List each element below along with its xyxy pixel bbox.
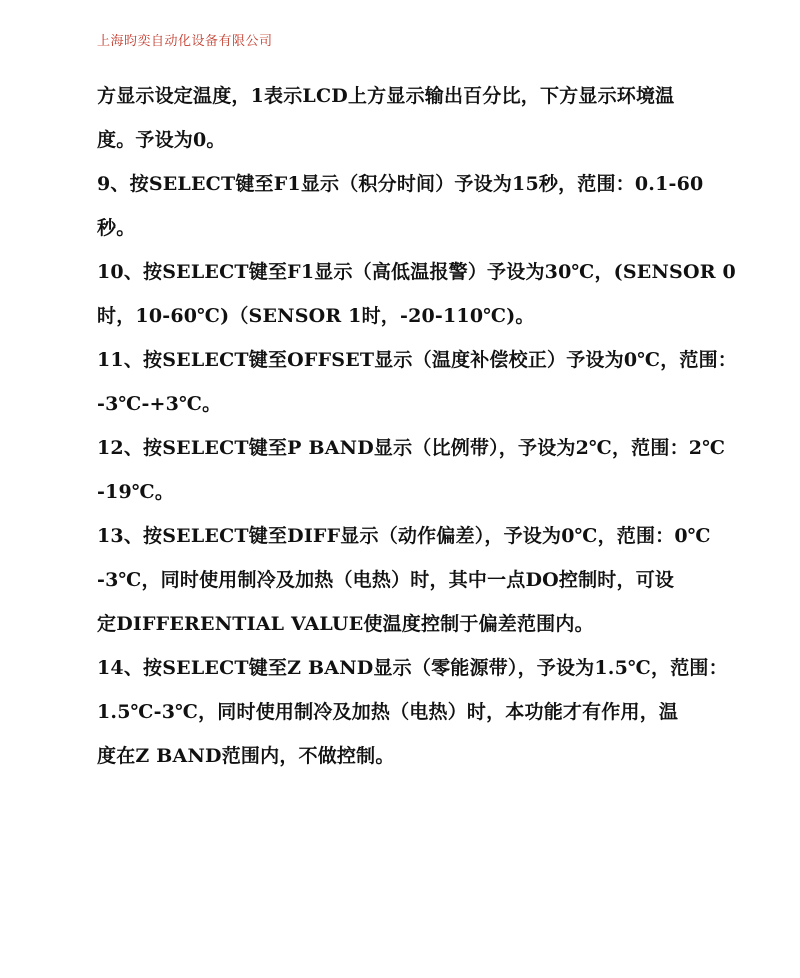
text-line: 定DIFFERENTIAL VALUE使温度控制于偏差范围内。 bbox=[97, 613, 594, 635]
text-line: -19℃。 bbox=[97, 481, 175, 503]
text-line: 度在Z BAND范围内，不做控制。 bbox=[97, 745, 395, 767]
text-line: 1.5℃-3℃，同时使用制冷及加热（电热）时，本功能才有作用，温 bbox=[97, 701, 679, 723]
text-line: 14、按SELECT键至Z BAND显示（零能源带），予设为1.5℃，范围： bbox=[97, 657, 728, 679]
text-line: 11、按SELECT键至OFFSET显示（温度补偿校正）予设为0℃，范围： bbox=[97, 349, 738, 371]
text-line: 10、按SELECT键至F1显示（高低温报警）予设为30℃，(SENSOR 0 bbox=[97, 261, 736, 283]
document-body bbox=[97, 74, 738, 778]
text-line: 度。予设为0。 bbox=[97, 129, 226, 151]
text-line: -3℃，同时使用制冷及加热（电热）时，其中一点DO控制时，可设 bbox=[97, 569, 675, 591]
text-line: 13、按SELECT键至DIFF显示（动作偏差），予设为0℃，范围：0℃ bbox=[97, 525, 711, 547]
text-line: 秒。 bbox=[97, 217, 136, 239]
text-line: -3℃-+3℃。 bbox=[97, 393, 222, 415]
text-line: 时，10-60℃)（SENSOR 1时，-20-110℃)。 bbox=[97, 305, 535, 327]
text-line: 9、按SELECT键至F1显示（积分时间）予设为15秒，范围：0.1-60 bbox=[97, 173, 704, 195]
text-line: 12、按SELECT键至P BAND显示（比例带），予设为2℃，范围：2℃ bbox=[97, 437, 726, 459]
company-header: 上海昀奕自动化设备有限公司 bbox=[97, 34, 273, 49]
text-line: 方显示设定温度，1表示LCD上方显示输出百分比，下方显示环境温 bbox=[97, 85, 675, 107]
